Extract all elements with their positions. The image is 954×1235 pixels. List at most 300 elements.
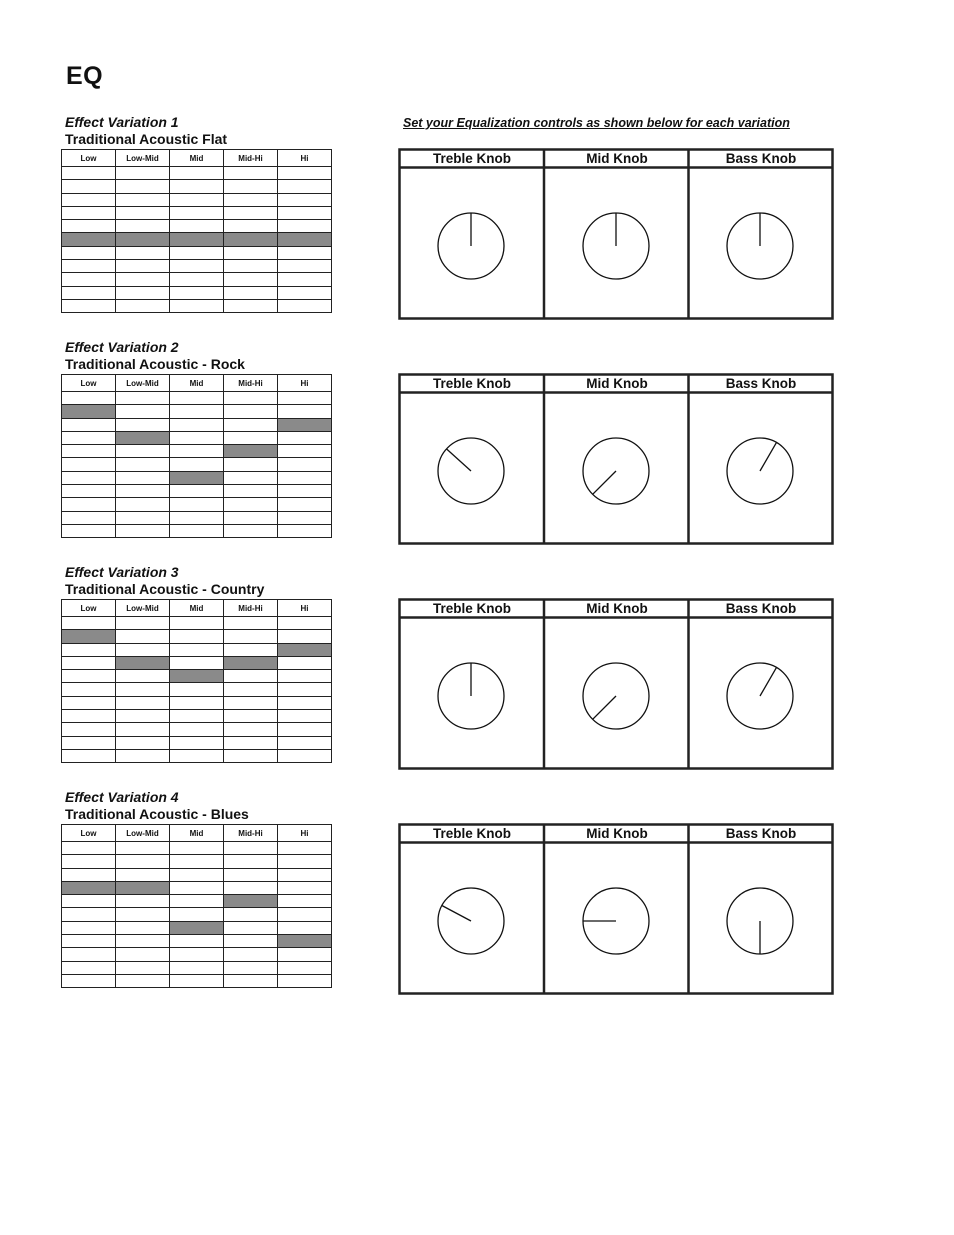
eq-grid-cell (116, 908, 170, 921)
eq-grid-cell (62, 260, 116, 273)
eq-grid-row (62, 273, 332, 286)
knob-diagram (398, 148, 834, 320)
eq-grid-cell (224, 710, 278, 723)
knob-label: Bass Knob (725, 151, 797, 166)
instruction-text: Set your Equalization controls as shown below for each variation (403, 116, 790, 130)
knob-label: Mid Knob (586, 151, 648, 166)
eq-grid-row (62, 180, 332, 193)
eq-grid-cell (224, 273, 278, 286)
eq-grid-row (62, 723, 332, 736)
eq-slider-position (224, 445, 278, 458)
eq-grid-cell (170, 206, 224, 219)
eq-grid-cell (224, 617, 278, 630)
eq-grid-cell (278, 881, 332, 894)
knob-pointer (593, 696, 616, 719)
eq-band-label: Hi (278, 600, 332, 617)
eq-grid-cell (278, 167, 332, 180)
eq-grid-cell (224, 392, 278, 405)
eq-grid-cell (170, 656, 224, 669)
knob-label: Mid Knob (586, 601, 648, 616)
eq-grid-cell (170, 617, 224, 630)
eq-grid-cell (62, 206, 116, 219)
eq-grid-cell (62, 392, 116, 405)
eq-grid-cell (116, 405, 170, 418)
eq-slider-position (278, 418, 332, 431)
eq-grid-cell (170, 736, 224, 749)
eq-band-label: Mid-Hi (224, 600, 278, 617)
eq-grid-cell (278, 511, 332, 524)
eq-grid-row (62, 299, 332, 312)
eq-grid-cell (62, 643, 116, 656)
eq-band-label: Mid (170, 825, 224, 842)
eq-band-label: Low-Mid (116, 150, 170, 167)
eq-band-label: Mid-Hi (224, 825, 278, 842)
eq-grid-row (62, 961, 332, 974)
eq-grid-cell (278, 180, 332, 193)
eq-band-header-row (62, 150, 332, 167)
eq-grid-cell (278, 286, 332, 299)
variation-subtitle: Traditional Acoustic - Blues (65, 806, 249, 822)
eq-grid-cell (170, 961, 224, 974)
eq-grid-cell (170, 908, 224, 921)
eq-grid-cell (278, 842, 332, 855)
eq-grid-row (62, 710, 332, 723)
eq-grid-cell (224, 405, 278, 418)
eq-grid-cell (170, 683, 224, 696)
eq-grid-cell (116, 696, 170, 709)
eq-grid-cell (170, 445, 224, 458)
effect-variation-4 (0, 789, 954, 1014)
eq-grid-row (62, 842, 332, 855)
eq-grid-cell (278, 948, 332, 961)
eq-grid-cell (62, 511, 116, 524)
eq-grid-cell (224, 260, 278, 273)
eq-grid-cell (116, 445, 170, 458)
eq-grid-cell (62, 921, 116, 934)
eq-grid-row (62, 881, 332, 894)
eq-grid-cell (170, 260, 224, 273)
eq-grid-cell (224, 868, 278, 881)
eq-band-header-row (62, 375, 332, 392)
eq-grid-cell (62, 683, 116, 696)
eq-grid-cell (170, 193, 224, 206)
eq-grid-row (62, 855, 332, 868)
eq-grid-cell (278, 710, 332, 723)
eq-grid-cell (278, 855, 332, 868)
eq-band-label: Low (62, 825, 116, 842)
eq-grid-cell (170, 273, 224, 286)
knob-label: Mid Knob (586, 826, 648, 841)
eq-grid-cell (116, 206, 170, 219)
eq-grid-cell (278, 220, 332, 233)
eq-grid-cell (62, 445, 116, 458)
knob-settings-panel (398, 823, 834, 995)
eq-grid-cell (224, 643, 278, 656)
eq-grid-cell (278, 260, 332, 273)
eq-grid-cell (224, 948, 278, 961)
eq-grid-cell (278, 868, 332, 881)
eq-slider-grid (61, 149, 332, 313)
eq-grid-cell (116, 471, 170, 484)
eq-band-label: Mid-Hi (224, 150, 278, 167)
eq-grid-cell (62, 868, 116, 881)
eq-grid-row (62, 193, 332, 206)
eq-grid-cell (62, 471, 116, 484)
eq-slider-position (62, 405, 116, 418)
eq-grid-row (62, 670, 332, 683)
eq-grid-cell (224, 206, 278, 219)
eq-grid-cell (224, 961, 278, 974)
eq-grid-cell (116, 961, 170, 974)
knob-label: Bass Knob (725, 601, 797, 616)
variation-title: Effect Variation 4 (65, 789, 179, 805)
eq-grid-cell (116, 246, 170, 259)
eq-grid-cell (62, 220, 116, 233)
eq-grid-cell (170, 167, 224, 180)
eq-grid-cell (278, 392, 332, 405)
eq-grid-cell (62, 710, 116, 723)
eq-grid-cell (278, 299, 332, 312)
eq-band-label: Mid (170, 600, 224, 617)
eq-grid-cell (278, 736, 332, 749)
eq-slider-position (224, 233, 278, 246)
eq-grid-cell (116, 855, 170, 868)
eq-grid-row (62, 643, 332, 656)
eq-grid-cell (170, 895, 224, 908)
eq-grid-cell (278, 431, 332, 444)
eq-grid-cell (116, 524, 170, 537)
eq-grid-row (62, 445, 332, 458)
eq-grid-row (62, 511, 332, 524)
eq-grid-cell (224, 246, 278, 259)
eq-grid-cell (116, 485, 170, 498)
eq-grid-cell (278, 961, 332, 974)
eq-grid-row (62, 498, 332, 511)
eq-grid-cell (224, 935, 278, 948)
eq-grid-cell (62, 736, 116, 749)
eq-band-label: Hi (278, 825, 332, 842)
knob-label: Bass Knob (725, 826, 797, 841)
eq-grid-row (62, 524, 332, 537)
eq-band-label: Low (62, 600, 116, 617)
eq-grid-cell (116, 180, 170, 193)
eq-band-label: Mid (170, 375, 224, 392)
eq-grid-cell (116, 710, 170, 723)
eq-band-label: Low-Mid (116, 375, 170, 392)
eq-grid-cell (170, 974, 224, 987)
eq-grid-cell (278, 908, 332, 921)
knob-label: Treble Knob (432, 151, 512, 166)
knob-settings-panel (398, 373, 834, 545)
variation-subtitle: Traditional Acoustic Flat (65, 131, 228, 147)
eq-grid-cell (62, 246, 116, 259)
eq-grid-cell (62, 193, 116, 206)
eq-grid-row (62, 246, 332, 259)
eq-grid-cell (116, 167, 170, 180)
eq-grid-cell (278, 498, 332, 511)
eq-grid-row (62, 167, 332, 180)
knob-pointer (593, 471, 616, 494)
eq-grid-cell (278, 895, 332, 908)
eq-grid-cell (278, 749, 332, 762)
eq-grid-cell (62, 855, 116, 868)
eq-grid-cell (278, 723, 332, 736)
eq-slider-position (116, 431, 170, 444)
eq-grid-cell (116, 220, 170, 233)
eq-grid-cell (278, 206, 332, 219)
eq-grid-cell (62, 431, 116, 444)
knob-diagram (398, 373, 834, 545)
eq-grid-cell (116, 868, 170, 881)
eq-grid-cell (62, 749, 116, 762)
eq-grid-cell (170, 392, 224, 405)
knob-diagram (398, 823, 834, 995)
eq-grid-cell (62, 895, 116, 908)
eq-band-header-row (62, 825, 332, 842)
eq-grid-cell (224, 921, 278, 934)
eq-grid-cell (170, 418, 224, 431)
eq-grid-cell (224, 286, 278, 299)
eq-grid-cell (224, 524, 278, 537)
eq-slider-position (170, 471, 224, 484)
eq-grid-row (62, 895, 332, 908)
eq-grid-cell (62, 723, 116, 736)
eq-grid-cell (278, 524, 332, 537)
eq-grid-cell (170, 935, 224, 948)
eq-grid-cell (224, 736, 278, 749)
eq-slider-grid (61, 374, 332, 538)
eq-slider-position (278, 935, 332, 948)
knob-pointer (760, 667, 777, 696)
eq-grid-cell (224, 431, 278, 444)
effect-variation-3 (0, 564, 954, 789)
eq-grid-cell (224, 855, 278, 868)
eq-grid-cell (170, 948, 224, 961)
knob-pointer (760, 442, 777, 471)
eq-slider-position (62, 233, 116, 246)
eq-grid-cell (62, 842, 116, 855)
eq-grid-cell (224, 458, 278, 471)
eq-grid-cell (116, 643, 170, 656)
page-title: EQ (66, 62, 104, 90)
eq-grid-cell (170, 855, 224, 868)
eq-grid-cell (62, 696, 116, 709)
eq-grid-cell (116, 193, 170, 206)
knob-settings-panel (398, 598, 834, 770)
eq-grid-cell (116, 299, 170, 312)
eq-grid-cell (278, 246, 332, 259)
eq-grid-cell (278, 458, 332, 471)
eq-grid-cell (224, 498, 278, 511)
eq-band-header-row (62, 600, 332, 617)
eq-grid-cell (170, 458, 224, 471)
eq-slider-position (116, 881, 170, 894)
eq-grid-row (62, 617, 332, 630)
eq-grid-row (62, 736, 332, 749)
eq-grid-row (62, 749, 332, 762)
eq-grid-cell (170, 299, 224, 312)
eq-grid-cell (170, 286, 224, 299)
eq-slider-position (170, 233, 224, 246)
eq-grid-cell (170, 749, 224, 762)
eq-grid-cell (224, 193, 278, 206)
eq-grid-cell (170, 881, 224, 894)
eq-grid-cell (116, 749, 170, 762)
eq-grid-cell (116, 617, 170, 630)
eq-grid-cell (224, 908, 278, 921)
eq-grid-cell (170, 868, 224, 881)
eq-grid-row (62, 485, 332, 498)
knob-label: Mid Knob (586, 376, 648, 391)
eq-grid-cell (224, 696, 278, 709)
eq-slider-position (62, 630, 116, 643)
eq-grid-cell (278, 273, 332, 286)
eq-grid-cell (116, 842, 170, 855)
eq-grid-cell (116, 736, 170, 749)
eq-grid-cell (278, 630, 332, 643)
eq-slider-position (278, 643, 332, 656)
eq-grid-row (62, 260, 332, 273)
eq-grid-row (62, 921, 332, 934)
eq-grid-cell (224, 670, 278, 683)
eq-grid-cell (278, 696, 332, 709)
eq-grid-row (62, 220, 332, 233)
eq-grid-row (62, 656, 332, 669)
eq-grid-cell (116, 921, 170, 934)
eq-grid-row (62, 286, 332, 299)
eq-grid-cell (116, 630, 170, 643)
eq-slider-position (224, 895, 278, 908)
variation-title: Effect Variation 2 (65, 339, 179, 355)
knob-settings-panel (398, 148, 834, 320)
knob-label: Bass Knob (725, 376, 797, 391)
eq-grid-row (62, 696, 332, 709)
knob-pointer (446, 449, 471, 471)
eq-grid-cell (116, 458, 170, 471)
eq-grid-cell (62, 617, 116, 630)
eq-grid-cell (170, 485, 224, 498)
eq-grid-row (62, 233, 332, 246)
eq-slider-position (62, 881, 116, 894)
eq-grid-cell (170, 431, 224, 444)
eq-grid-cell (62, 948, 116, 961)
eq-grid-cell (224, 881, 278, 894)
eq-grid-cell (62, 524, 116, 537)
eq-grid-cell (116, 392, 170, 405)
eq-grid-cell (224, 418, 278, 431)
eq-grid-cell (224, 683, 278, 696)
eq-band-label: Mid-Hi (224, 375, 278, 392)
eq-grid-row (62, 935, 332, 948)
eq-grid-cell (62, 974, 116, 987)
eq-grid-cell (224, 471, 278, 484)
eq-grid-cell (116, 683, 170, 696)
eq-grid-cell (224, 749, 278, 762)
eq-grid-cell (170, 498, 224, 511)
variation-subtitle: Traditional Acoustic - Country (65, 581, 265, 597)
eq-grid-cell (116, 418, 170, 431)
eq-grid-cell (62, 656, 116, 669)
eq-grid-row (62, 630, 332, 643)
knob-diagram (398, 598, 834, 770)
eq-slider-position (116, 656, 170, 669)
eq-grid-cell (170, 643, 224, 656)
knob-label: Treble Knob (432, 376, 512, 391)
eq-grid-cell (170, 246, 224, 259)
eq-grid-row (62, 471, 332, 484)
eq-grid-cell (62, 180, 116, 193)
eq-grid-row (62, 418, 332, 431)
eq-grid-cell (116, 260, 170, 273)
eq-grid-row (62, 908, 332, 921)
eq-band-label: Low-Mid (116, 600, 170, 617)
eq-grid-row (62, 974, 332, 987)
eq-grid-cell (62, 908, 116, 921)
eq-grid-cell (170, 405, 224, 418)
eq-grid-cell (62, 167, 116, 180)
eq-grid-cell (170, 220, 224, 233)
eq-slider-position (278, 233, 332, 246)
variation-title: Effect Variation 1 (65, 114, 179, 130)
eq-slider-position (224, 656, 278, 669)
eq-grid-cell (170, 180, 224, 193)
effect-variation-1 (0, 114, 954, 339)
eq-grid-row (62, 868, 332, 881)
eq-grid-cell (278, 405, 332, 418)
eq-grid-cell (278, 471, 332, 484)
eq-grid-row (62, 392, 332, 405)
eq-grid-cell (278, 445, 332, 458)
eq-grid-cell (170, 842, 224, 855)
eq-grid-cell (170, 696, 224, 709)
eq-grid-cell (62, 498, 116, 511)
eq-grid-row (62, 948, 332, 961)
eq-grid-cell (116, 895, 170, 908)
eq-grid-cell (278, 193, 332, 206)
eq-grid-cell (278, 974, 332, 987)
eq-grid-cell (116, 273, 170, 286)
eq-grid-cell (224, 167, 278, 180)
eq-grid-row (62, 206, 332, 219)
eq-band-label: Hi (278, 150, 332, 167)
eq-grid-cell (224, 974, 278, 987)
eq-slider-position (116, 233, 170, 246)
eq-grid-cell (62, 485, 116, 498)
eq-grid-cell (62, 286, 116, 299)
eq-grid-cell (170, 630, 224, 643)
eq-grid-cell (62, 458, 116, 471)
eq-grid-cell (116, 286, 170, 299)
variation-subtitle: Traditional Acoustic - Rock (65, 356, 245, 372)
eq-grid-cell (116, 670, 170, 683)
eq-grid-cell (278, 656, 332, 669)
eq-grid-cell (224, 180, 278, 193)
eq-grid-row (62, 405, 332, 418)
eq-grid-cell (224, 220, 278, 233)
eq-grid-row (62, 458, 332, 471)
knob-panel-border (400, 825, 833, 994)
eq-grid-cell (62, 961, 116, 974)
eq-grid-cell (278, 617, 332, 630)
eq-grid-cell (116, 723, 170, 736)
eq-grid-cell (62, 418, 116, 431)
eq-grid-cell (278, 921, 332, 934)
eq-slider-position (170, 670, 224, 683)
knob-label: Treble Knob (432, 601, 512, 616)
eq-slider-position (170, 921, 224, 934)
eq-grid-cell (116, 935, 170, 948)
eq-band-label: Low (62, 375, 116, 392)
